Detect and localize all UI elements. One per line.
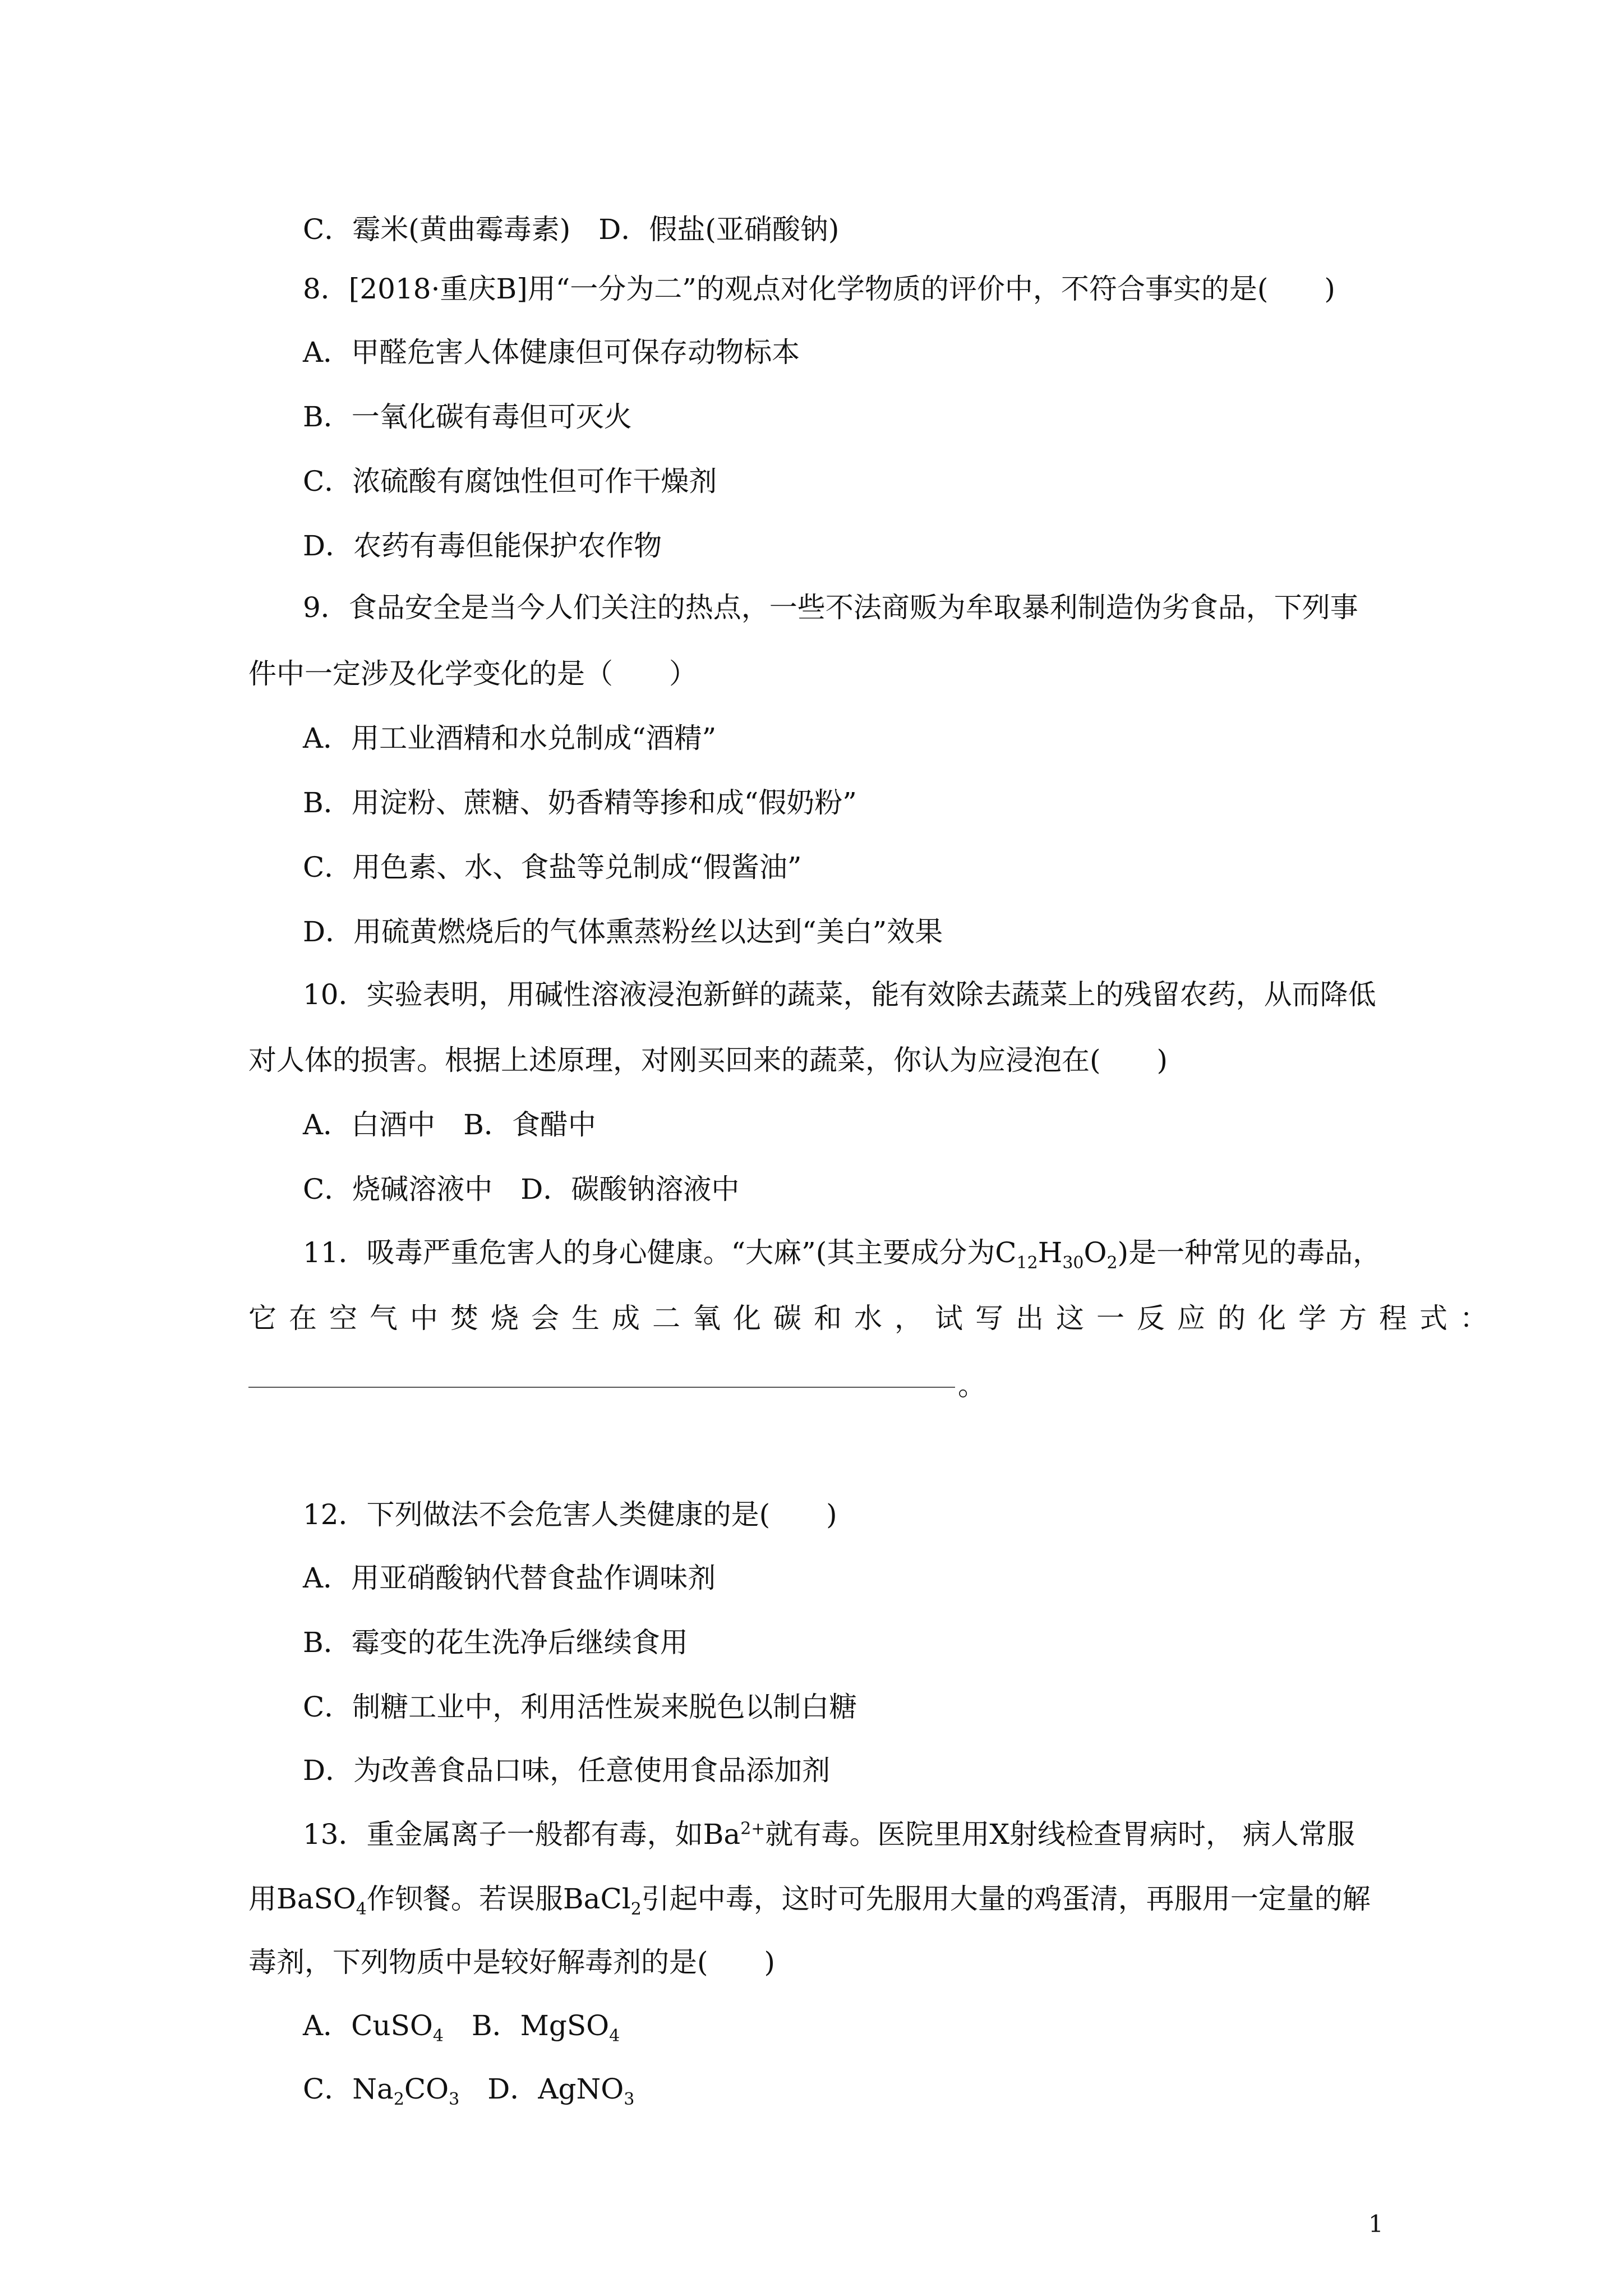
q9-option-c: C．用色素、水、食盐等兑制成“假酱油” — [303, 851, 802, 884]
q13-stem-line3: 毒剂，下列物质中是较好解毒剂的是( ) — [248, 1946, 776, 1978]
q12-stem: 12．下列做法不会危害人类健康的是( ) — [303, 1498, 837, 1531]
q11-stem-line2: 它在空气中焚烧会生成二氧化碳和水，试写出这一反应的化学方程式： — [248, 1302, 1500, 1335]
q7-options-cd: C．霉米(黄曲霉毒素) D．假盐(亚硝酸钠) — [303, 213, 840, 246]
q12-option-a: A．用亚硝酸钠代替食盐作调味剂 — [303, 1562, 716, 1594]
q10-options-ab: A．白酒中 B．食醋中 — [303, 1108, 596, 1141]
q9-stem-line2: 件中一定涉及化学变化的是（ ） — [248, 657, 697, 690]
q11-text-pre: 11．吸毒严重危害人的身心健康。“大麻”(其主要成分为 — [303, 1236, 995, 1269]
q8-stem: 8．[2018·重庆B]用“一分为二”的观点对化学物质的评价中，不符合事实的是( ) — [303, 273, 1335, 305]
q8-option-a: A．甲醛危害人体健康但可保存动物标本 — [303, 336, 800, 369]
q11-text-post: 是一种常见的毒品， — [1128, 1236, 1381, 1269]
page-number: 1 — [1368, 2210, 1384, 2238]
answer-blank-line[interactable] — [248, 1387, 955, 1388]
q12-option-c: C．制糖工业中，利用活性炭来脱色以制白糖 — [303, 1691, 857, 1723]
cannabinoid-formula: $C_{12}H_{30}O_2$) — [995, 1236, 1129, 1273]
q12-option-b: B．霉变的花生洗净后继续食用 — [303, 1626, 688, 1659]
q9-option-d: D．用硫黄燃烧后的气体熏蒸粉丝以达到“美白”效果 — [303, 915, 943, 948]
q9-option-a: A．用工业酒精和水兑制成“酒精” — [303, 722, 717, 754]
q10-stem-line1: 10．实验表明，用碱性溶液浸泡新鲜的蔬菜，能有效除去蔬菜上的残留农药，从而降低 — [303, 978, 1376, 1011]
q13-stem-line2: 用BaSO$_4$作钡餐。若误服BaCl$_2$引起中毒，这时可先服用大量的鸡蛋清，再服用一定量的解 — [248, 1883, 1371, 1919]
q10-stem-line2: 对人体的损害。根据上述原理，对刚买回来的蔬菜，你认为应浸泡在( ) — [248, 1044, 1168, 1076]
q13-options-ab: A．CuSO$_4$ B．MgSO$_4$ — [303, 2009, 620, 2046]
q8-option-c: C．浓硫酸有腐蚀性但可作干燥剂 — [303, 465, 717, 498]
q12-option-d: D．为改善食品口味，任意使用食品添加剂 — [303, 1754, 831, 1787]
q13-stem-line1: 13．重金属离子一般都有毒，如$Ba^{2+}$就有毒。医院里用X射线检查胃病时， 病人常服 — [303, 1818, 1355, 1851]
q11-stem-line1 — [303, 1235, 1381, 1271]
answer-blank-period: 。 — [958, 1369, 986, 1402]
barium-ion-charge: 2+ — [740, 1819, 766, 1839]
q9-option-b: B．用淀粉、蔗糖、奶香精等掺和成“假奶粉” — [303, 786, 857, 819]
q9-stem-line1: 9．食品安全是当今人们关注的热点，一些不法商贩为牟取暴利制造伪劣食品，下列事 — [303, 591, 1358, 624]
q8-option-b: B．一氧化碳有毒但可灭火 — [303, 401, 632, 433]
q10-options-cd: C．烧碱溶液中 D．碳酸钠溶液中 — [303, 1173, 740, 1205]
q13-options-cd: C．$Na_2CO_3$ D．AgNO$_3$ — [303, 2073, 635, 2109]
q8-option-d: D．农药有毒但能保护农作物 — [303, 530, 662, 562]
